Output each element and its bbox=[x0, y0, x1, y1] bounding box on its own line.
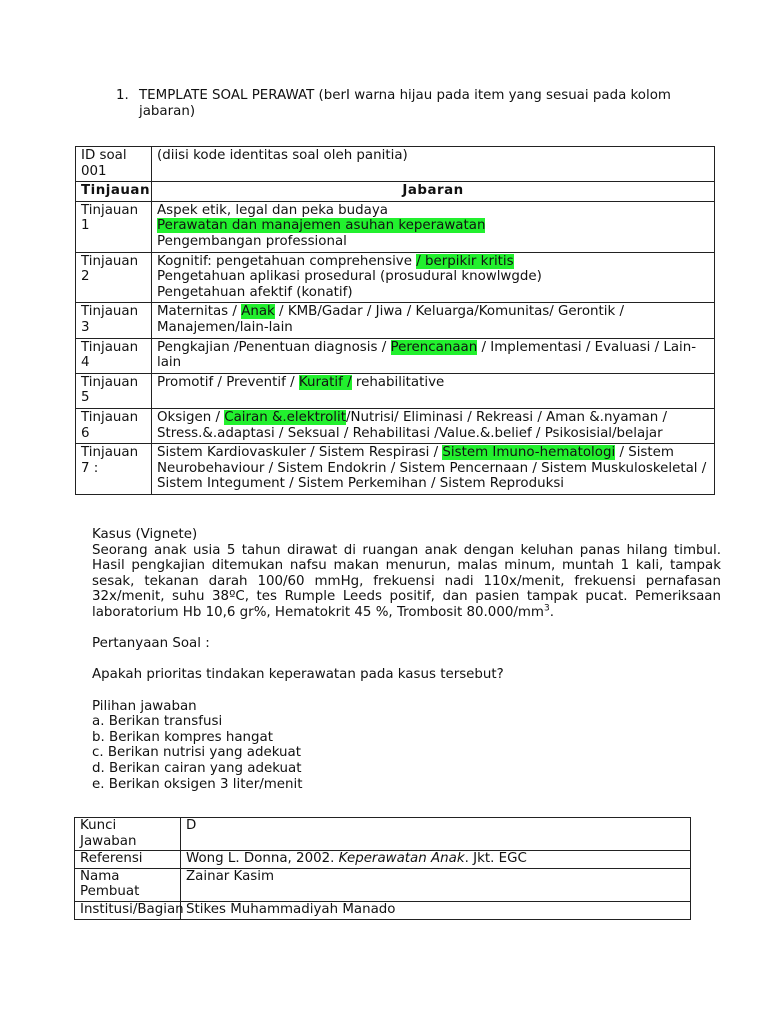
inst-value: Stikes Muhammadiyah Manado bbox=[181, 901, 691, 919]
tinjauan-table bbox=[75, 146, 715, 495]
row-jabaran bbox=[152, 338, 715, 373]
table-row bbox=[76, 444, 715, 495]
table-row bbox=[76, 373, 715, 408]
superscript: 3 bbox=[543, 603, 550, 614]
heading-text: TEMPLATE SOAL PERAWAT (berI warna hijau pada item yang sesuai pada kolom jabaran) bbox=[139, 88, 671, 119]
row-jabaran bbox=[152, 373, 715, 408]
row-jabaran bbox=[152, 444, 715, 495]
row-jabaran bbox=[152, 303, 715, 338]
jabaran-text: Sistem Kardiovaskuler / Sistem Respirasi / bbox=[157, 445, 443, 461]
inst-label: Institusi/Bagian bbox=[75, 901, 181, 919]
ref-text: . Jkt. EGC bbox=[464, 851, 527, 867]
option-c: c. Berikan nutrisi yang adekuat bbox=[92, 745, 301, 761]
jabaran-line: Pengembangan professional bbox=[157, 233, 347, 249]
ref-title: Keperawatan Anak bbox=[338, 851, 465, 867]
ref-label: Referensi bbox=[75, 851, 181, 869]
highlighted-item: Cairan &.elektrolit bbox=[224, 409, 346, 425]
highlighted-item: Perencanaan bbox=[390, 339, 478, 355]
highlighted-item: Perawatan dan manajemen asuhan keperawatan bbox=[157, 218, 486, 234]
question-text: Apakah prioritas tindakan keperawatan pada kasus tersebut? bbox=[92, 667, 504, 683]
jabaran-text: / Implementasi / Evaluasi / Lain-lain bbox=[157, 339, 697, 371]
row-jabaran bbox=[152, 408, 715, 443]
case-body bbox=[92, 543, 721, 621]
heading-number: 1. bbox=[116, 88, 129, 103]
table-row bbox=[76, 201, 715, 252]
option-d: d. Berikan cairan yang adekuat bbox=[92, 760, 302, 776]
author-label: Nama Pembuat bbox=[75, 868, 181, 901]
heading bbox=[116, 88, 716, 119]
row-label: Tinjauan 2 bbox=[76, 252, 152, 303]
row-label: Tinjauan 6 bbox=[76, 408, 152, 443]
row-label: Tinjauan 4 bbox=[76, 338, 152, 373]
jabaran-text: rehabilitative bbox=[351, 374, 445, 390]
option-b: b. Berikan kompres hangat bbox=[92, 729, 273, 745]
highlighted-item: Kuratif / bbox=[298, 374, 352, 390]
table-row bbox=[75, 901, 691, 919]
case-section bbox=[92, 527, 721, 792]
case-body-end: . bbox=[549, 604, 554, 620]
jabaran-text: Oksigen / bbox=[157, 409, 225, 425]
jabaran-line: Pengetahuan aplikasi prosedural (prosudural knowlwgde) bbox=[157, 269, 542, 285]
table-row bbox=[75, 868, 691, 901]
table-row bbox=[76, 338, 715, 373]
jabaran-text: / Sistem Neurobehaviour / Sistem Endokrin / Sistem Pencernaan / Sistem Muskuloskeletal / Sistem Integument / Sistem Perkemihan / Sistem Reproduksi bbox=[157, 445, 707, 492]
options-label: Pilihan jawaban bbox=[92, 698, 197, 714]
highlighted-item: Anak bbox=[241, 304, 275, 320]
answer-table bbox=[74, 817, 691, 920]
table-row bbox=[76, 303, 715, 338]
key-label: Kunci Jawaban bbox=[75, 818, 181, 851]
row-label: Tinjauan 1 bbox=[76, 201, 152, 252]
jabaran-text: Pengkajian /Penentuan diagnosis / bbox=[157, 339, 391, 355]
table-row bbox=[76, 252, 715, 303]
jabaran-text: / KMB/Gadar / Jiwa / Keluarga/Komunitas/ Gerontik / Manajemen/lain-lain bbox=[157, 304, 625, 335]
table-row bbox=[75, 851, 691, 869]
row-label: Tinjauan 7 : bbox=[76, 444, 152, 495]
row-jabaran bbox=[152, 252, 715, 303]
option-a: a. Berikan transfusi bbox=[92, 714, 223, 730]
highlighted-item: Sistem Imuno-hematologi bbox=[442, 445, 616, 461]
row-jabaran bbox=[152, 201, 715, 252]
jabaran-text: Kognitif: pengetahuan comprehensive bbox=[157, 253, 417, 269]
table-row bbox=[75, 818, 691, 851]
col1-header: Tinjauan bbox=[76, 182, 152, 202]
jabaran-line: Pengetahuan afektif (konatif) bbox=[157, 284, 353, 300]
col2-header: Jabaran bbox=[152, 182, 715, 202]
jabaran-text: Maternitas / bbox=[157, 304, 242, 320]
author-value: Zainar Kasim bbox=[181, 868, 691, 901]
table-row bbox=[76, 408, 715, 443]
case-title: Kasus (Vignete) bbox=[92, 527, 198, 542]
id-value-cell: (diisi kode identitas soal oleh panitia) bbox=[152, 147, 715, 182]
row-label: Tinjauan 3 bbox=[76, 303, 152, 338]
ref-text: Wong L. Donna, 2002. bbox=[186, 851, 339, 867]
jabaran-text: /Nutrisi/ Eliminasi / Rekreasi / Aman &.nyaman / Stress.&.adaptasi / Seksual / Rehabilitasi /Value.&.belief / Psikosisial/belajar bbox=[157, 409, 668, 441]
question-label: Pertanyaan Soal : bbox=[92, 636, 210, 652]
key-value: D bbox=[181, 818, 691, 851]
jabaran-text: Promotif / Preventif / bbox=[157, 374, 299, 390]
ref-value bbox=[181, 851, 691, 869]
table-row bbox=[76, 147, 715, 182]
table-header-row bbox=[76, 182, 715, 202]
highlighted-item: / berpikir kritis bbox=[416, 253, 514, 269]
jabaran-line: Aspek etik, legal dan peka budaya bbox=[157, 202, 388, 218]
row-label: Tinjauan 5 bbox=[76, 373, 152, 408]
id-label-cell: ID soal 001 bbox=[76, 147, 152, 182]
option-e: e. Berikan oksigen 3 liter/menit bbox=[92, 776, 303, 792]
case-body-text: Seorang anak usia 5 tahun dirawat di ruangan anak dengan keluhan panas hilang timbul. Hasil pengkajian ditemukan nafsu makan menurun, malas minum, muntah 1 kali, tampak sesak, tekanan darah 100/60 mmHg, frekuensi nadi 110x/menit, frekuensi pernafasan 32x/menit, suhu 38ºC, tes Rumple Leeds positif, dan pasien tampak pucat. Pemeriksaan laboratorium Hb 10,6 gr%, Hematokrit 45 %, Trombosit 80.000/mm bbox=[92, 542, 721, 620]
